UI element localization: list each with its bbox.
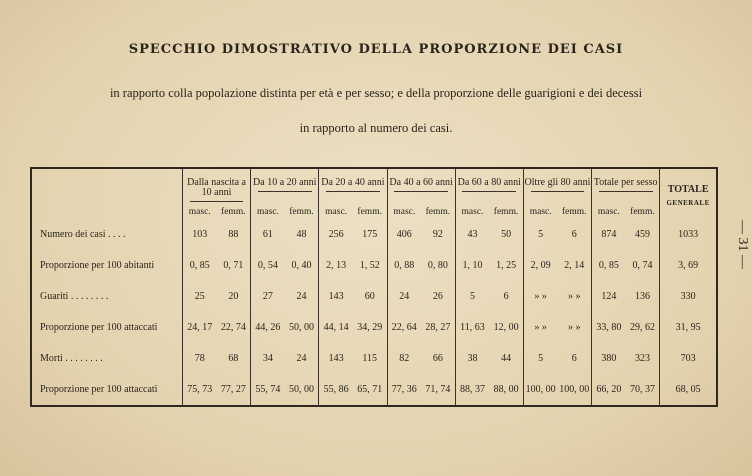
- value-cell: 48: [296, 229, 307, 240]
- value-cell: 2, 13: [319, 250, 353, 281]
- total-cell: 703: [660, 343, 716, 374]
- value-cell: 0, 40: [291, 260, 312, 271]
- value-cell: 61: [251, 219, 285, 250]
- row-label: Proporzione per 100 attaccati: [40, 384, 158, 395]
- sex-label-masc: masc.: [251, 205, 285, 219]
- value-cell: 77, 36: [387, 374, 421, 405]
- value-cell: 1, 10: [455, 250, 489, 281]
- value-cell: 24, 17: [182, 312, 216, 343]
- age-group-header: Da 40 a 60 anni: [387, 169, 455, 205]
- value-cell: 44, 14: [319, 312, 353, 343]
- value-cell: 38: [455, 343, 489, 374]
- value-cell: 6: [571, 353, 577, 364]
- value-cell: 78: [182, 343, 216, 374]
- value-cell: 71, 74: [425, 384, 451, 395]
- total-per-sex-header: Totale per sesso: [592, 169, 660, 205]
- sex-label-masc: masc.: [319, 205, 353, 219]
- sex-label-masc: masc.: [592, 205, 626, 219]
- value-cell: 68: [228, 353, 239, 364]
- value-cell: » »: [568, 322, 581, 333]
- value-cell: 34, 29: [357, 322, 383, 333]
- age-group-header: Oltre gli 80 anni: [523, 169, 591, 205]
- value-cell: 12, 00: [493, 322, 519, 333]
- value-cell: 28, 27: [425, 322, 451, 333]
- sex-label-masc: masc.: [523, 205, 557, 219]
- value-cell: 0, 85: [182, 250, 216, 281]
- value-cell: 11, 63: [455, 312, 489, 343]
- value-cell: 175: [362, 229, 378, 240]
- sex-label-femm: femm.: [221, 207, 246, 217]
- table-row: [32, 374, 716, 405]
- total-cell: 3, 69: [660, 250, 716, 281]
- value-cell: 5: [523, 343, 557, 374]
- value-cell: 0, 80: [427, 260, 448, 271]
- value-cell: 0, 88: [387, 250, 421, 281]
- total-cell: 31, 95: [660, 312, 716, 343]
- table-row: [32, 343, 716, 374]
- sex-label-masc: masc.: [455, 205, 489, 219]
- value-cell: 55, 74: [251, 374, 285, 405]
- row-label-header: [32, 169, 182, 205]
- value-cell: 50: [501, 229, 512, 240]
- sex-label-masc: masc.: [387, 205, 421, 219]
- value-cell: 380: [592, 343, 626, 374]
- value-cell: 88: [228, 229, 239, 240]
- value-cell: 82: [387, 343, 421, 374]
- sex-label-femm: femm.: [425, 207, 451, 217]
- row-label: Guariti . . . . . . . .: [40, 291, 109, 302]
- value-cell: » »: [568, 291, 581, 302]
- value-cell: 459: [634, 229, 650, 240]
- value-cell: » »: [523, 281, 557, 312]
- value-cell: 6: [503, 291, 509, 302]
- value-cell: 100, 00: [559, 384, 590, 395]
- sex-label-femm: femm.: [630, 207, 655, 217]
- value-cell: 65, 71: [357, 384, 383, 395]
- value-cell: 60: [364, 291, 375, 302]
- value-cell: 75, 73: [182, 374, 216, 405]
- value-cell: 124: [592, 281, 626, 312]
- total-cell: 330: [660, 281, 716, 312]
- value-cell: 25: [182, 281, 216, 312]
- sex-label-femm: femm.: [357, 207, 382, 217]
- value-cell: 66, 20: [592, 374, 626, 405]
- value-cell: 6: [571, 229, 577, 240]
- value-cell: 92: [432, 229, 443, 240]
- age-group-header: Da 60 a 80 anni: [455, 169, 523, 205]
- sex-label-femm: femm.: [561, 207, 587, 217]
- value-cell: 406: [387, 219, 421, 250]
- value-cell: 256: [319, 219, 353, 250]
- value-cell: 323: [634, 353, 650, 364]
- value-cell: 24: [296, 291, 307, 302]
- value-cell: 143: [319, 343, 353, 374]
- total-general-header: TOTALE GENERALE: [660, 169, 716, 219]
- value-cell: 103: [182, 219, 216, 250]
- table-title: SPECCHIO DIMOSTRATIVO DELLA PROPORZIONE DEI CASI: [128, 42, 624, 57]
- value-cell: 5: [523, 219, 557, 250]
- sex-label-femm: femm.: [493, 207, 519, 217]
- statistics-table: [30, 167, 718, 407]
- value-cell: 88, 37: [455, 374, 489, 405]
- value-cell: 26: [432, 291, 443, 302]
- row-label: Proporzione per 100 abitanti: [40, 260, 155, 271]
- age-group-header: Da 20 a 40 anni: [319, 169, 387, 205]
- value-cell: 34: [251, 343, 285, 374]
- value-cell: 22, 64: [387, 312, 421, 343]
- value-cell: 50, 00: [289, 384, 315, 395]
- value-cell: 44: [501, 353, 512, 364]
- value-cell: » »: [523, 312, 557, 343]
- table-row: [32, 219, 716, 250]
- value-cell: 43: [455, 219, 489, 250]
- total-cell: 68, 05: [660, 374, 716, 405]
- value-cell: 1, 52: [359, 260, 380, 271]
- value-cell: 33, 80: [592, 312, 626, 343]
- value-cell: 0, 71: [223, 260, 244, 271]
- value-cell: 100, 00: [523, 374, 557, 405]
- value-cell: 29, 62: [629, 322, 655, 333]
- value-cell: 22, 74: [220, 322, 246, 333]
- value-cell: 2, 09: [523, 250, 557, 281]
- value-cell: 1, 25: [496, 260, 517, 271]
- table-row: [32, 250, 716, 281]
- value-cell: 70, 37: [629, 384, 655, 395]
- value-cell: 24: [387, 281, 421, 312]
- row-label: Proporzione per 100 attaccati: [40, 322, 158, 333]
- value-cell: 0, 74: [632, 260, 653, 271]
- value-cell: 0, 85: [592, 250, 626, 281]
- value-cell: 0, 54: [251, 250, 285, 281]
- subtitle-line-1: in rapporto colla popolazione distinta per età e per sesso; e della proporzione delle guarigioni e dei decessi: [109, 86, 643, 100]
- value-cell: 24: [296, 353, 307, 364]
- value-cell: 5: [455, 281, 489, 312]
- value-cell: 115: [362, 353, 378, 364]
- age-group-header: Da 10 a 20 anni: [251, 169, 319, 205]
- value-cell: 44, 26: [251, 312, 285, 343]
- value-cell: 50, 00: [289, 322, 315, 333]
- row-label: Morti . . . . . . . .: [40, 353, 103, 364]
- page-number: — 31 —: [735, 220, 750, 269]
- row-label: Numero dei casi . . . .: [40, 229, 126, 240]
- value-cell: 66: [432, 353, 443, 364]
- value-cell: 20: [228, 291, 239, 302]
- subtitle-line-2: in rapporto al numero dei casi.: [299, 121, 453, 135]
- age-group-header: Dalla nascita a 10 anni: [182, 169, 250, 205]
- sex-label-masc: masc.: [182, 205, 216, 219]
- value-cell: 2, 14: [564, 260, 585, 271]
- sex-label-femm: femm.: [289, 207, 314, 217]
- value-cell: 136: [634, 291, 650, 302]
- value-cell: 88, 00: [493, 384, 519, 395]
- total-cell: 1033: [660, 219, 716, 250]
- value-cell: 77, 27: [220, 384, 246, 395]
- value-cell: 874: [592, 219, 626, 250]
- table-row: [32, 281, 716, 312]
- value-cell: 27: [251, 281, 285, 312]
- table-row: [32, 312, 716, 343]
- value-cell: 55, 86: [319, 374, 353, 405]
- value-cell: 143: [319, 281, 353, 312]
